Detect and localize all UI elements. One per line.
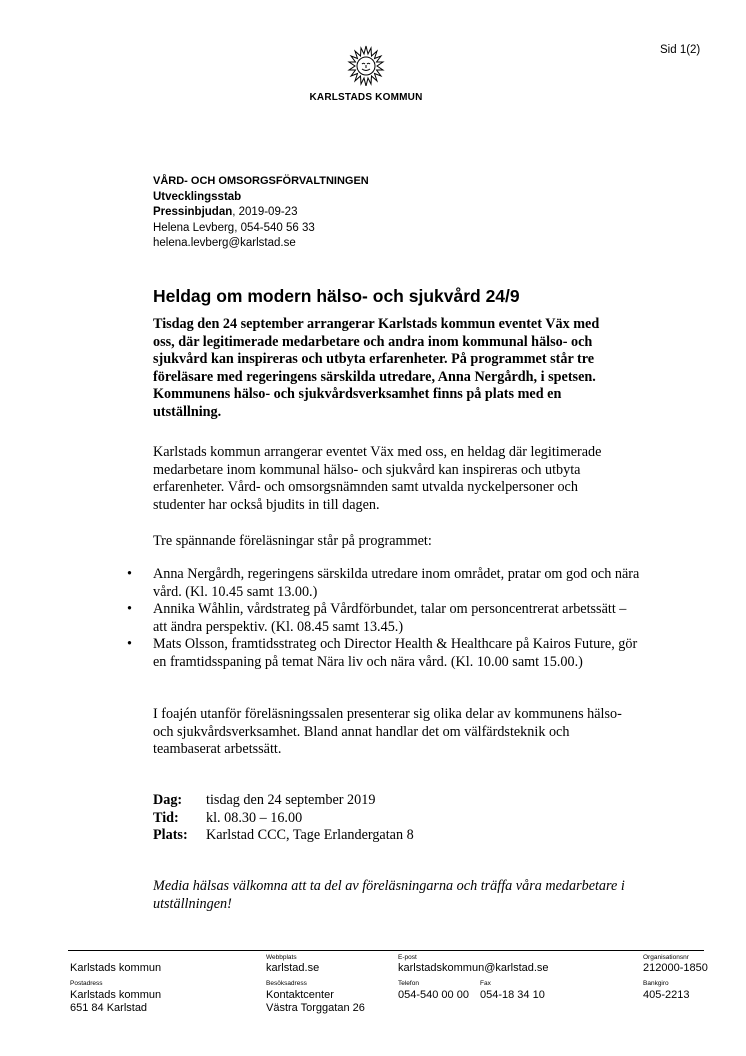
footer-postal-line2: 651 84 Karlstad	[70, 1002, 148, 1014]
event-details	[153, 792, 414, 845]
body-paragraph-3: I foajén utanför föreläsningssalen presenterar sig olika delar av kommunens hälso- och sjukvårdsverksamhet. Bland annat handlar det om välfärdsteknik och teambaserat arbetssätt.	[153, 706, 622, 758]
list-item	[127, 566, 643, 601]
lecture-list	[127, 566, 643, 672]
footer-orgnr-value: 212000-1850	[643, 962, 708, 974]
bullet-icon: •	[127, 566, 132, 582]
footer-bankgiro-value: 405-2213	[643, 989, 690, 1001]
footer-postal-line1: Karlstads kommun	[70, 989, 162, 1001]
page-number: Sid 1(2)	[660, 44, 701, 56]
place-value: Karlstad CCC, Tage Erlandergatan 8	[206, 827, 414, 844]
unit-name: Utvecklingsstab	[153, 190, 242, 203]
doc-type-line	[153, 205, 369, 221]
footer-phone-value: 054-540 00 00	[398, 989, 469, 1001]
body-paragraph-1: Karlstads kommun arrangerar eventet Väx med oss, en heldag där legitimerade medarbetare inom kommunal hälso- och sjukvård kan inspireras och utbyta erfarenheter. Vård- och omsorgsnämnden samt utvalda nyckelpersoner och studenter har också bjudits in till dagen.	[153, 444, 602, 513]
footer-visit-line2: Västra Torggatan 26	[266, 1002, 365, 1014]
headline: Heldag om modern hälso- och sjukvård 24/9	[153, 286, 520, 306]
closing-note: Media hälsas välkomna att ta del av föreläsningarna och träffa våra medarbetare i utställningen!	[153, 878, 625, 912]
sun-logo-icon	[346, 44, 386, 86]
list-item-text: Mats Olsson, framtidsstrateg och Director Health & Healthcare på Kairos Future, gör en framtidsspaning på temat Nära liv och nära vård. (Kl. 10.00 samt 15.00.)	[153, 636, 638, 670]
body-paragraph-2: Tre spännande föreläsningar står på programmet:	[153, 533, 432, 549]
footer-fax-label: Fax	[480, 980, 491, 987]
footer-bankgiro-label: Bankgiro	[643, 980, 669, 987]
footer-web-value: karlstad.se	[266, 962, 320, 974]
contact-email: helena.levberg@karlstad.se	[153, 237, 296, 249]
footer-email-label: E-post	[398, 954, 417, 961]
footer-phone-label: Telefon	[398, 980, 419, 987]
sender-block	[153, 174, 369, 252]
time-value: kl. 08.30 – 16.00	[206, 809, 303, 826]
footer-org-name: Karlstads kommun	[70, 962, 162, 974]
ingress: Tisdag den 24 september arrangerar Karlstads kommun eventet Väx med oss, där legitimerade medarbetare och andra inom kommunal hälso- och sjukvård kan inspireras och utbyta erfarenheter. På programmet står tre föreläsare med regeringens särskilda utredare, Anna Nergårdh, i spetsen. Kommunens hälso- och sjukvårdsverksamhet finns på plats med en utställning.	[153, 316, 600, 420]
department-name: VÅRD- OCH OMSORGSFÖRVALTNINGEN	[153, 175, 369, 187]
day-value: tisdag den 24 september 2019	[206, 792, 376, 808]
footer-visit-line1: Kontaktcenter	[266, 989, 334, 1001]
bullet-icon: •	[127, 601, 132, 618]
bullet-icon: •	[127, 636, 132, 653]
footer-visit-label: Besöksadress	[266, 980, 307, 987]
footer-fax-value: 054-18 34 10	[480, 989, 545, 1001]
organization-name: KARLSTADS KOMMUN	[309, 92, 423, 103]
footer-orgnr-label: Organisationsnr	[643, 954, 689, 961]
day-label: Dag:	[153, 792, 183, 808]
contact-line: Helena Levberg, 054-540 56 33	[153, 221, 315, 234]
footer-web-label: Webbplats	[266, 954, 297, 961]
list-item-text: Anna Nergårdh, regeringens särskilda utredare inom området, pratar om god och nära vård. (Kl. 10.45 samt 13.00.)	[153, 566, 640, 600]
list-item	[127, 636, 643, 671]
doc-date: , 2019-09-23	[232, 206, 298, 218]
place-label: Plats:	[153, 827, 188, 844]
detail-row-place	[153, 827, 414, 845]
footer-postal-label: Postadress	[70, 980, 103, 987]
detail-row-time	[153, 810, 414, 828]
footer-divider	[68, 950, 704, 951]
list-item	[127, 601, 643, 636]
footer-email-value: karlstadskommun@karlstad.se	[398, 962, 549, 974]
doc-type: Pressinbjudan	[153, 206, 233, 218]
list-item-text: Annika Wåhlin, vårdstrateg på Vårdförbundet, talar om personcentrerat arbetssätt – att ändra perspektiv. (Kl. 08.45 samt 13.45.)	[153, 601, 627, 635]
time-label: Tid:	[153, 809, 179, 826]
detail-row-day	[153, 792, 414, 810]
